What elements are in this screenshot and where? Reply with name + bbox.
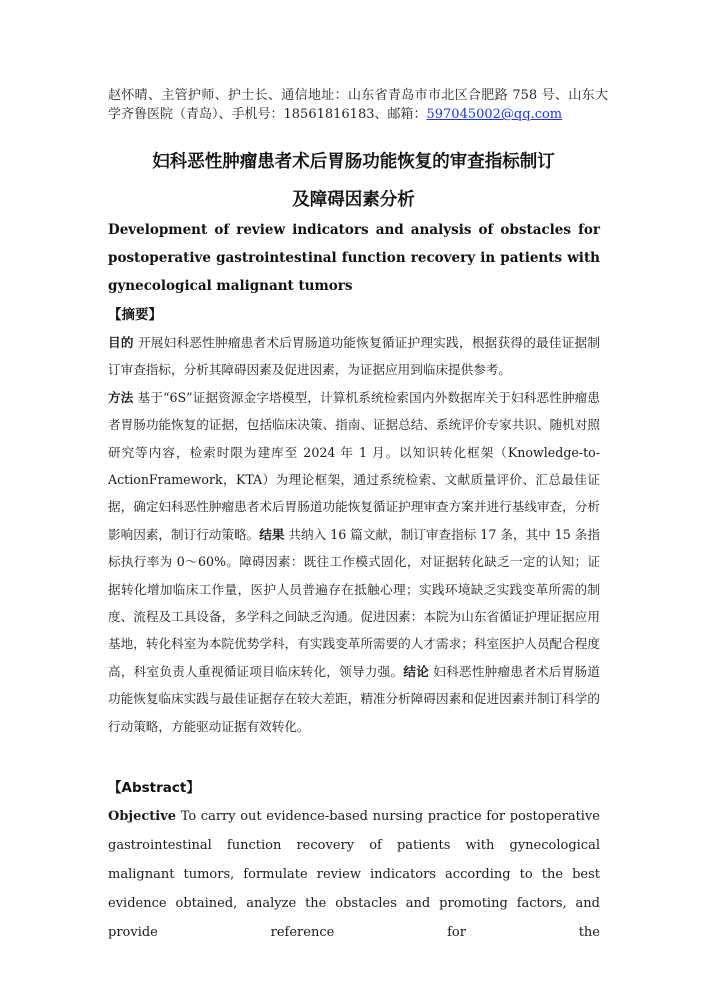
objective-en-label: Objective <box>108 809 177 824</box>
abstract-cn-heading: 【摘要】 <box>108 307 162 323</box>
results-text: 共纳入 16 篇文献，制订审查指标 17 条，其中 15 条指标执行率为 0～60%。障碍因素：既往工作模式固化，对证据转化缺乏一定的认知；证据转化增加临床工作量，医护人员普遍存在抵触心理；实践环境缺乏实践变革所需的制度、流程及工具设备，多学科之间缺乏沟通。促进因素：本院为山东省循证护理证据应用基地，转化科室为本院优势学科，有实践变革所需要的人才需求；科室医护人员配合程度高，科室负责人重视循证项目临床转化，领导力强。 <box>108 526 600 679</box>
methods-text: 基于“6S”证据资源金字塔模型，计算机系统检索国内外数据库关于妇科恶性肿瘤患者胃肠功能恢复的证据，包括临床决策、指南、证据总结、系统评价专家共识、随机对照研究等内容，检索时限为建库至 2024 年 1 月。以知识转化框架（Knowledge-to-ActionFramework，KTA）为理论框架，通过系统检索、文献质量评价、汇总最佳证据，确定妇科恶性肿瘤患者术后胃肠道功能恢复循证护理审查方案并进行基线审查，分析影响因素，制订行动策略。 <box>108 389 600 542</box>
abstract-cn-paragraph <box>108 329 600 740</box>
english-title-line-1: Development of review indicators and analysis of obstacles for <box>108 222 600 238</box>
author-contact-text: 赵怀晴、主管护师、护士长、通信地址：山东省青岛市市北区合肥路 758 号、山东大学齐鲁医院（青岛）、手机号：18561816183、邮箱： <box>108 88 608 122</box>
english-title-line-3: gynecological malignant tumors <box>108 278 353 294</box>
methods-label: 方法 <box>108 389 134 405</box>
english-title-line-2: postoperative gastrointestinal function recovery in patients with <box>108 250 600 266</box>
author-email-link[interactable]: 597045002@qq.com <box>426 107 563 122</box>
conclusion-label: 结论 <box>403 663 430 679</box>
english-title <box>108 216 600 300</box>
author-info <box>108 86 608 124</box>
chinese-title-line-2: 及障碍因素分析 <box>292 190 415 210</box>
chinese-title-line-1: 妇科恶性肿瘤患者术后胃肠功能恢复的审查指标制订 <box>152 152 555 172</box>
abstract-en-body <box>108 802 600 947</box>
results-label: 结果 <box>259 526 285 542</box>
abstract-cn-body <box>108 329 600 740</box>
objective-text: 开展妇科恶性肿瘤患者术后胃肠道功能恢复循证护理实践，根据获得的最佳证据制订审查指标，分析其障碍因素及促进因素，为证据应用到临床提供参考。 <box>108 335 600 378</box>
abstract-en-heading: 【Abstract】 <box>108 780 200 796</box>
conclusion-text: 妇科恶性肿瘤患者术后胃肠道功能恢复临床实践与最佳证据存在较大差距，精准分析障碍因素和促进因素并制订科学的行动策略，方能驱动证据有效转化。 <box>108 663 600 734</box>
objective-label: 目的 <box>108 335 134 350</box>
objective-en-text: To carry out evidence-based nursing practice for postoperative gastrointestinal function recovery of patients with gynecological malignant tumors, formulate review indicators according to the best evidence obtained, analyze the obstacles and promoting factors, and provide reference for the <box>108 809 600 940</box>
